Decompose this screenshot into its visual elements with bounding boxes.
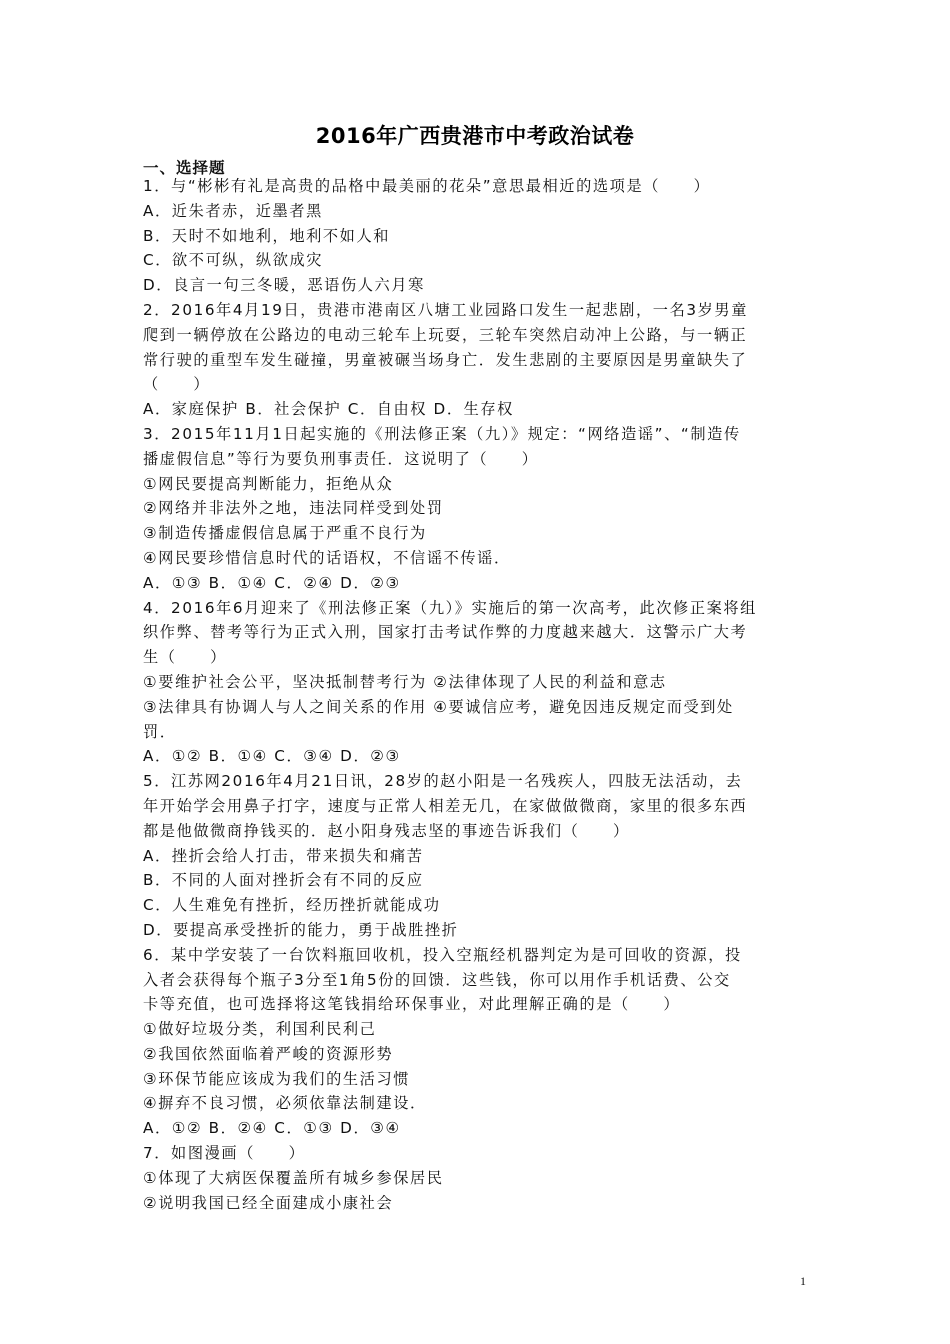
text-line: A．挫折会给人打击，带来损失和痛苦 <box>143 846 424 865</box>
text-line: A．家庭保护 B．社会保护 C．自由权 D．生存权 <box>143 400 514 419</box>
text-line: A．近朱者赤，近墨者黑 <box>143 201 323 220</box>
text-line: B．不同的人面对挫折会有不同的反应 <box>143 871 424 890</box>
text-line: B．天时不如地利，地利不如人和 <box>143 226 391 245</box>
text-line: ①做好垃圾分类，利国利民利己 <box>143 1020 377 1039</box>
text-line: ④网民要珍惜信息时代的话语权，不信谣不传谣． <box>143 548 511 567</box>
text-line: ②我国依然面临着严峻的资源形势 <box>143 1044 394 1063</box>
text-line: 4．2016年6月迎来了《刑法修正案（九）》实施后的第一次高考，此次修正案将组 <box>143 598 757 617</box>
text-line: C．欲不可纵，纵欲成灾 <box>143 251 324 270</box>
text-line: 织作弊、替考等行为正式入刑，国家打击考试作弊的力度越来越大．这警示广大考 <box>143 623 748 642</box>
text-line: A．①② B．①④ C．③④ D．②③ <box>143 747 401 766</box>
text-line: ③法律具有协调人与人之间关系的作用 ④要诚信应考，避免因违反规定而受到处 <box>143 697 734 716</box>
text-line: 5．江苏网2016年4月21日讯，28岁的赵小阳是一名残疾人，四肢无法活动，去 <box>143 772 743 791</box>
text-line: 3．2015年11月1日起实施的《刑法修正案（九）》规定：“网络造谣”、“制造传 <box>143 424 741 443</box>
text-line: ②说明我国已经全面建成小康社会 <box>143 1193 394 1212</box>
text-line: 7．如图漫画（ ） <box>143 1144 306 1163</box>
text-line: 都是他做微商挣钱买的．赵小阳身残志坚的事迹告诉我们（ ） <box>143 821 630 840</box>
text-line: C．人生难免有挫折，经历挫折就能成功 <box>143 896 441 915</box>
text-line: D．要提高承受挫折的能力，勇于战胜挫折 <box>143 920 459 939</box>
text-line: 播虚假信息”等行为要负刑事责任．这说明了（ ） <box>143 449 539 468</box>
text-line: ③环保节能应该成为我们的生活习惯 <box>143 1069 411 1088</box>
text-line: A．①③ B．①④ C．②④ D．②③ <box>143 573 401 592</box>
text-line: 常行驶的重型车发生碰撞，男童被碾当场身亡．发生悲剧的主要原因是男童缺失了 <box>143 350 748 369</box>
text-line: 爬到一辆停放在公路边的电动三轮车上玩耍，三轮车突然启动冲上公路，与一辆正 <box>143 325 748 344</box>
question-body <box>143 174 811 1215</box>
text-line: 2．2016年4月19日，贵港市港南区八塘工业园路口发生一起悲剧，一名3岁男童 <box>143 300 748 319</box>
text-line: ①体现了大病医保覆盖所有城乡参保居民 <box>143 1168 444 1187</box>
text-line: （ ） <box>143 375 211 394</box>
text-line: ①网民要提高判断能力，拒绝从众 <box>143 474 394 493</box>
text-line: 年开始学会用鼻子打字，速度与正常人相差无几，在家做做微商，家里的很多东西 <box>143 796 748 815</box>
page-title: 2016年广西贵港市中考政治试卷 <box>315 124 635 148</box>
section-heading: 一、选择题 <box>143 159 226 177</box>
text-line: 入者会获得每个瓶子3分至1角5份的回馈．这些钱，你可以用作手机话费、公交 <box>143 970 731 989</box>
page-number: 1 <box>800 1274 806 1288</box>
text-line: A．①② B．②④ C．①③ D．③④ <box>143 1119 401 1138</box>
text-line: 罚． <box>143 722 177 741</box>
text-line: 卡等充值，也可选择将这笔钱捐给环保事业，对此理解正确的是（ ） <box>143 995 681 1014</box>
text-line: 1．与“彬彬有礼是高贵的品格中最美丽的花朵”意思最相近的选项是（ ） <box>143 177 711 195</box>
text-line: ④摒弃不良习惯，必须依靠法制建设． <box>143 1094 427 1113</box>
text-line: ②网络并非法外之地，违法同样受到处罚 <box>143 499 444 518</box>
text-line: ③制造传播虚假信息属于严重不良行为 <box>143 524 427 543</box>
text-line: D．良言一句三冬暖，恶语伤人六月寒 <box>143 276 425 295</box>
text-line: 生（ ） <box>143 648 227 667</box>
text-line: ①要维护社会公平，坚决抵制替考行为 ②法律体现了人民的利益和意志 <box>143 672 667 691</box>
text-line: 6．某中学安装了一台饮料瓶回收机，投入空瓶经机器判定为是可回收的资源，投 <box>143 945 742 964</box>
